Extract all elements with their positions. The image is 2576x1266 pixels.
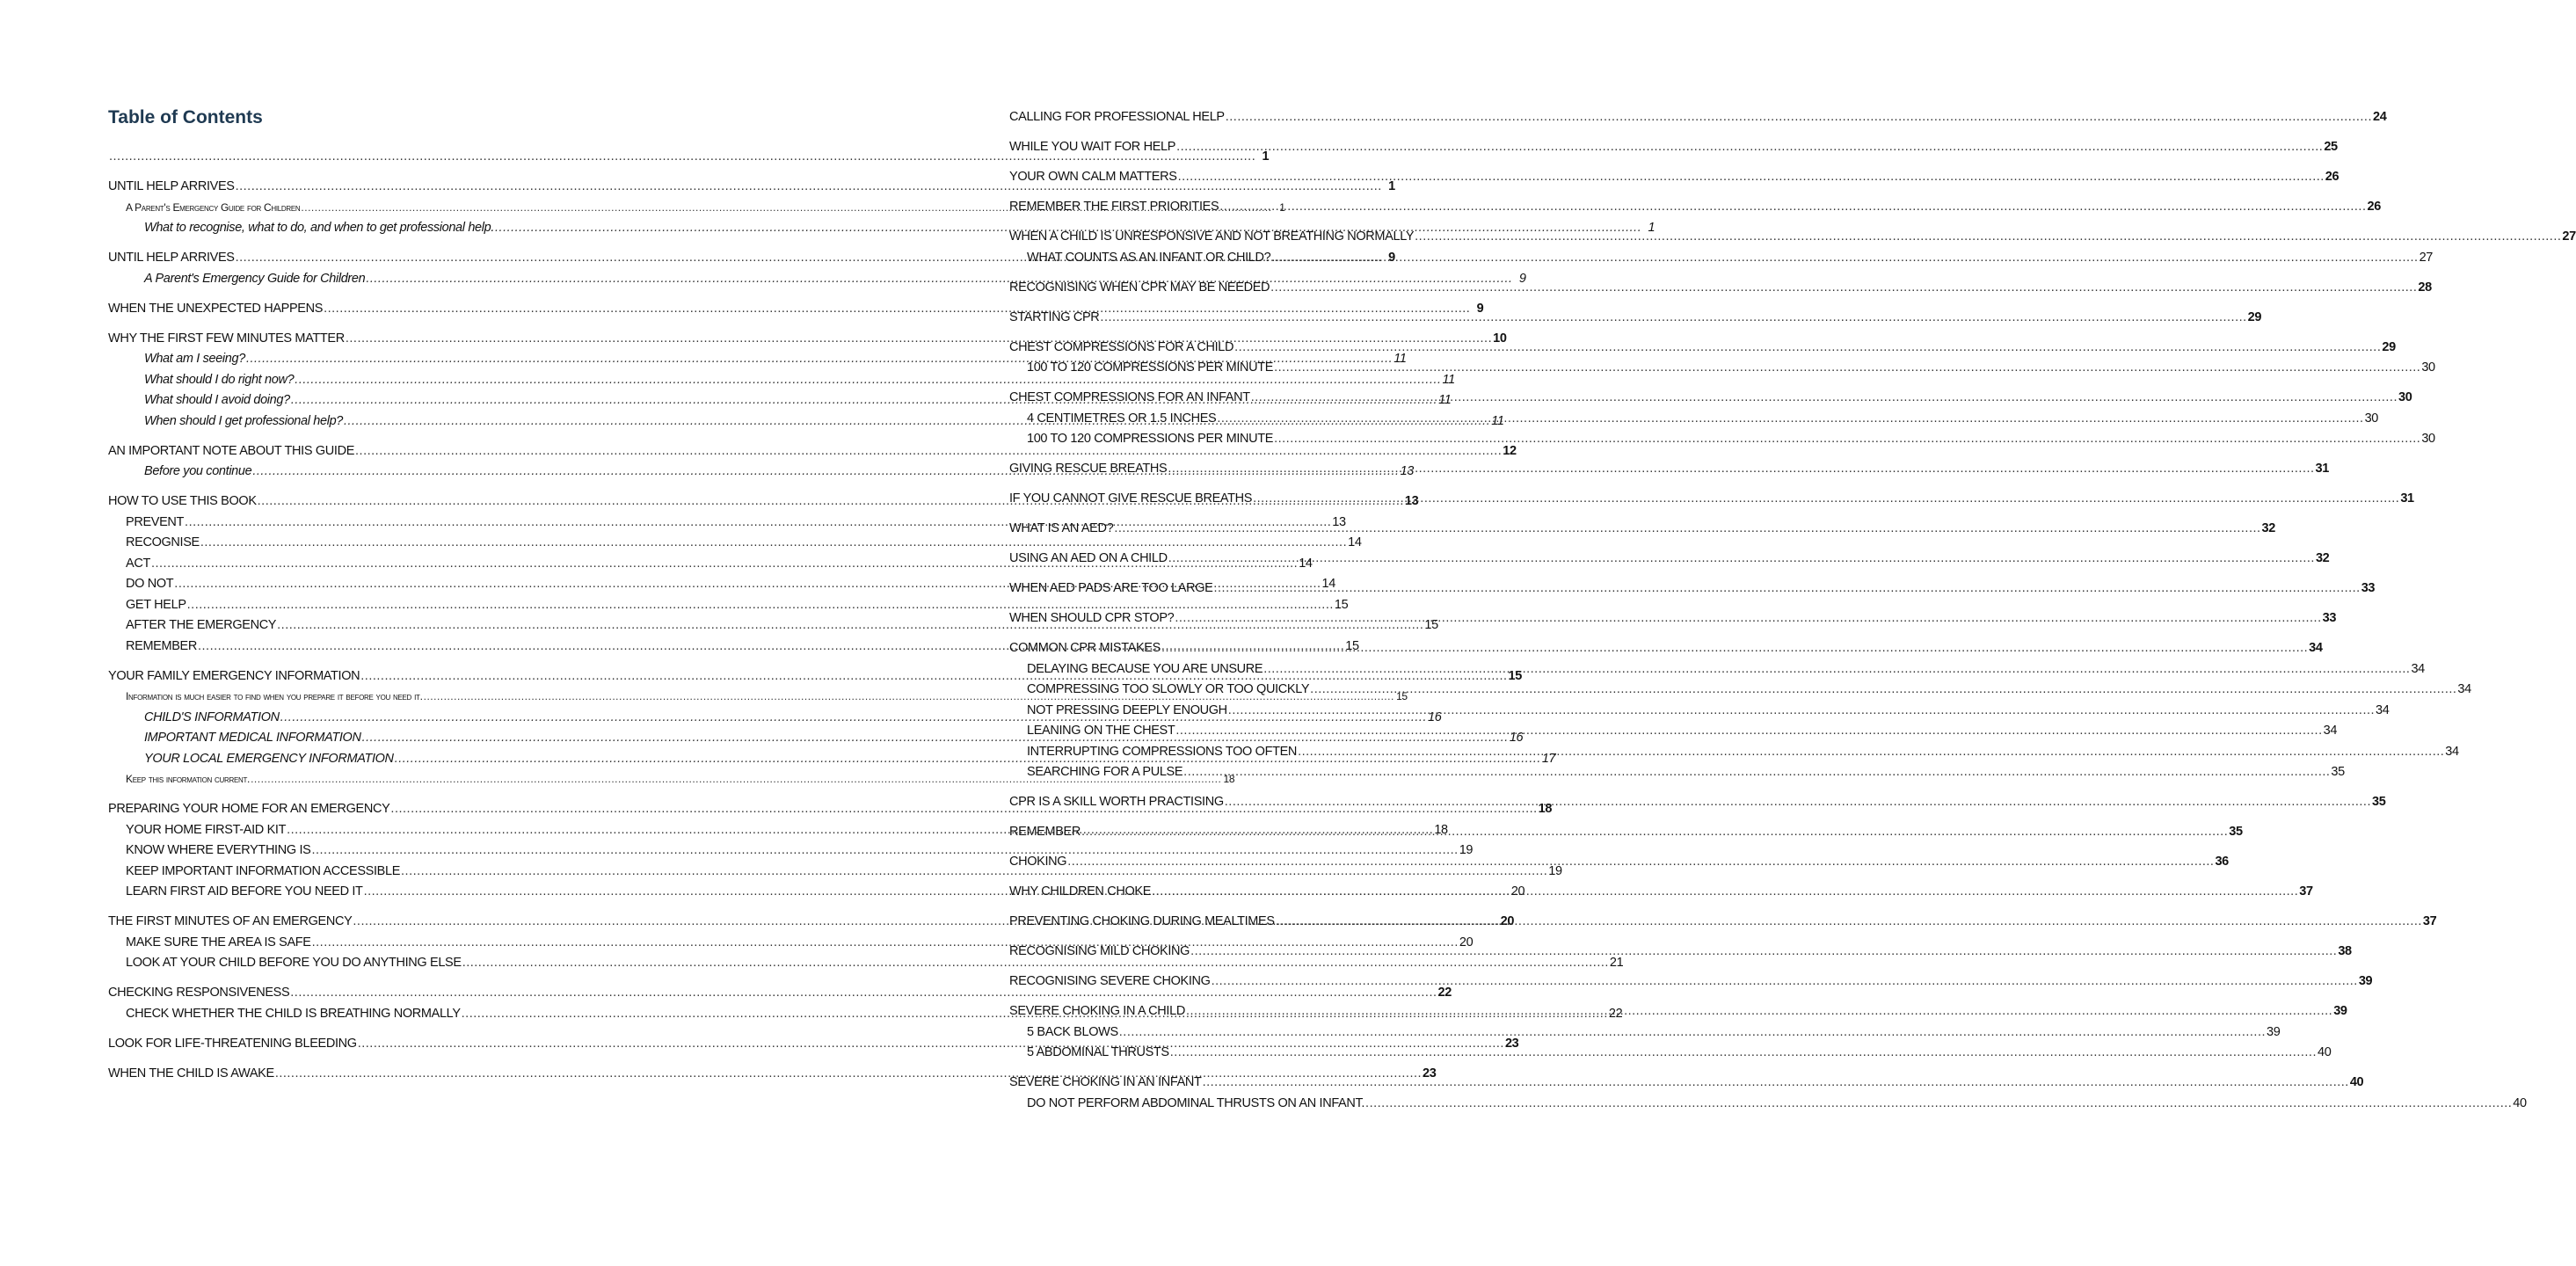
toc-entry-label: Before you continue xyxy=(144,464,252,478)
toc-page-number: 26 xyxy=(2325,170,2340,184)
toc-page-number: 21 xyxy=(1609,956,1624,970)
toc-entry-label: CALLING FOR PROFESSIONAL HELP xyxy=(1009,110,1225,124)
toc-page-number: 20 xyxy=(1510,884,1525,899)
toc-entry-label: COMPRESSING TOO SLOWLY OR TOO QUICKLY xyxy=(1027,682,1310,696)
toc-page-number: 1 xyxy=(1648,221,1655,235)
toc-page-number: 38 xyxy=(2338,944,2352,958)
toc-page-number: 11 xyxy=(1394,352,1407,366)
toc-page-number: 9 xyxy=(1388,251,1395,265)
toc-page-number: 15 xyxy=(1345,638,1359,653)
toc-page-number: 19 xyxy=(1548,863,1562,878)
toc-page-number: 13 xyxy=(1404,494,1419,508)
toc-entry-label: USING AN AED ON A CHILD xyxy=(1009,551,1168,565)
toc-leader-dots xyxy=(1152,882,2298,903)
toc-entry-label: CHEST COMPRESSIONS FOR AN INFANT xyxy=(1009,390,1250,404)
toc-entry-label: RECOGNISING WHEN CPR MAY BE NEEDED xyxy=(1009,280,1270,295)
toc-entry[interactable] xyxy=(108,953,1624,974)
toc-leader-dots xyxy=(1415,227,2561,248)
toc-leader-dots xyxy=(1228,701,2375,722)
toc-leader-dots xyxy=(1219,197,2366,218)
toc-entry[interactable] xyxy=(1009,1001,2347,1022)
toc-entry-label: SEARCHING FOR A PULSE xyxy=(1027,765,1183,779)
toc-page-number: 32 xyxy=(2315,551,2330,565)
toc-page-number: 22 xyxy=(1437,986,1452,1000)
toc-entry-label: When should I get professional help? xyxy=(144,413,343,428)
toc-leader-dots xyxy=(1176,137,2323,158)
toc-leader-dots xyxy=(1225,792,2371,813)
toc-page-number: 18 xyxy=(1434,822,1448,837)
toc-entry-label: ACT xyxy=(126,556,150,571)
toc-entry-label: YOUR LOCAL EMERGENCY INFORMATION xyxy=(144,751,394,766)
toc-entry[interactable] xyxy=(1009,1094,2527,1115)
toc-page-number: 19 xyxy=(1459,843,1474,857)
toc-entry[interactable] xyxy=(1009,1073,2364,1094)
toc-entry[interactable] xyxy=(108,370,1455,391)
toc-leader-dots xyxy=(1190,942,2337,963)
toc-page-number: 15 xyxy=(1396,690,1408,702)
toc-entry-label: GET HELP xyxy=(126,597,186,612)
toc-page-number: 1 xyxy=(1262,149,1270,164)
toc-entry-label: IF YOU CANNOT GIVE RESCUE BREATHS xyxy=(1009,491,1253,506)
toc-page-number: 15 xyxy=(1424,618,1438,632)
toc-entry-label: 5 ABDOMINAL THRUSTS xyxy=(1027,1045,1169,1059)
toc-page-number: 34 xyxy=(2376,702,2390,717)
toc-leader-dots xyxy=(1067,852,2214,873)
toc-page-number: 29 xyxy=(2382,339,2396,354)
toc-entry[interactable] xyxy=(1009,701,2390,722)
toc-entry-label: MAKE SURE THE AREA IS SAFE xyxy=(126,935,311,950)
toc-page-number: 40 xyxy=(2317,1045,2332,1059)
toc-entry[interactable] xyxy=(108,533,1362,554)
toc-page-number: 20 xyxy=(1459,935,1474,950)
toc-entry-label: PREVENT xyxy=(126,514,185,529)
toc-entry-label: SEVERE CHOKING IN A CHILD xyxy=(1009,1004,1185,1018)
toc-entry[interactable] xyxy=(1009,792,2386,813)
toc-page-number: 1 xyxy=(1279,200,1285,214)
toc-entry[interactable] xyxy=(108,983,1452,1004)
toc-page-number: 33 xyxy=(2322,611,2337,625)
toc-page-number: 15 xyxy=(1508,668,1522,683)
toc-entry-label: LEARN FIRST AID BEFORE YOU NEED IT xyxy=(126,884,363,899)
toc-leader-dots xyxy=(1100,308,2246,329)
toc-entry-label: WHEN A CHILD IS UNRESPONSIVE AND NOT BREATHING NORMALLY xyxy=(1009,229,1415,244)
toc-entry[interactable] xyxy=(1009,338,2396,359)
toc-leader-dots xyxy=(1213,578,2360,600)
toc-page-number: 26 xyxy=(2367,200,2381,214)
toc-list-right xyxy=(1009,107,2576,1114)
toc-entry-label: INTERRUPTING COMPRESSIONS TOO OFTEN xyxy=(1027,744,1298,759)
toc-page-number: 40 xyxy=(2513,1095,2527,1110)
toc-entry[interactable] xyxy=(1009,742,2459,763)
toc-entry-label: YOUR HOME FIRST-AID KIT xyxy=(126,822,287,837)
toc-page-number: 27 xyxy=(2419,250,2434,265)
toc-entry-label: STARTING CPR xyxy=(1009,309,1100,324)
toc-leader-dots xyxy=(1175,608,2321,629)
toc-leader-dots xyxy=(1217,409,2363,430)
toc-entry[interactable] xyxy=(1009,721,2338,742)
toc-leader-dots xyxy=(1234,338,2381,359)
toc-page-number: 24 xyxy=(2372,110,2387,124)
toc-entry-label: AN IMPORTANT NOTE ABOUT THIS GUIDE xyxy=(108,443,355,458)
toc-leader-dots xyxy=(1274,429,2420,450)
toc-leader-dots xyxy=(1203,1073,2349,1094)
toc-entry-label: DO NOT PERFORM ABDOMINAL THRUSTS ON AN INFANT. xyxy=(1027,1095,1365,1110)
toc-leader-dots xyxy=(1270,278,2417,299)
toc-entry-label: CHECKING RESPONSIVENESS xyxy=(108,986,290,1000)
toc-entry-label: CHECK WHETHER THE CHILD IS BREATHING NORMALLY xyxy=(126,1006,461,1021)
toc-entry-label: CHILD'S INFORMATION xyxy=(144,709,280,724)
toc-page-number: 15 xyxy=(1334,597,1349,612)
toc-entry[interactable] xyxy=(1009,762,2345,783)
toc-entry-label: A Parent's Emergency Guide for Children xyxy=(126,200,301,214)
toc-entry-label: WHILE YOU WAIT FOR HELP xyxy=(1009,140,1176,154)
toc-page-number: 11 xyxy=(1442,372,1455,387)
toc-title: Table of Contents xyxy=(108,107,263,127)
toc-page-number: 32 xyxy=(2261,521,2275,535)
toc-page-number: 12 xyxy=(1503,443,1517,458)
toc-entry-label: RECOGNISING SEVERE CHOKING xyxy=(1009,974,1211,988)
toc-leader-dots xyxy=(1119,1022,2266,1044)
toc-entry-label: CPR IS A SKILL WORTH PRACTISING xyxy=(1009,795,1224,809)
toc-entry-label: What should I avoid doing? xyxy=(144,393,290,407)
toc-leader-dots xyxy=(1081,822,2228,843)
toc-leader-dots xyxy=(1274,358,2420,379)
toc-entry[interactable] xyxy=(1009,638,2323,659)
toc-leader-dots xyxy=(1298,742,2444,763)
toc-entry-label: Keep this information current. xyxy=(126,773,251,785)
toc-page-number: 11 xyxy=(1438,393,1452,407)
toc-page-number: 34 xyxy=(2445,744,2459,759)
toc-page-number: 40 xyxy=(2349,1075,2364,1089)
toc-entry[interactable] xyxy=(108,595,1349,616)
toc-entry[interactable] xyxy=(1009,278,2432,299)
toc-entry-label: WHAT COUNTS AS AN INFANT OR CHILD? xyxy=(1027,250,1271,265)
toc-entry-label: RECOGNISING MILD CHOKING xyxy=(1009,944,1190,958)
toc-page-number: 18 xyxy=(1223,773,1235,785)
toc-entry-label: UNTIL HELP ARRIVES xyxy=(108,179,235,193)
toc-page-number: 14 xyxy=(1299,556,1313,571)
toc-page-number: 9 xyxy=(1518,271,1526,286)
toc-page-number: 14 xyxy=(1348,535,1362,549)
toc-page-number: 23 xyxy=(1504,1036,1519,1051)
toc-leader-dots xyxy=(1170,1043,2317,1064)
toc-page-number: 25 xyxy=(2324,140,2338,154)
toc-entry-label: LOOK FOR LIFE-THREATENING BLEEDING xyxy=(108,1036,357,1051)
toc-entry-label: WHAT IS AN AED? xyxy=(1009,521,1114,535)
toc-leader-dots xyxy=(1161,638,2308,659)
toc-entry-label: What should I do right now? xyxy=(144,372,295,387)
toc-page-number: 27 xyxy=(2562,229,2576,244)
toc-entry-label: WHY CHILDREN CHOKE xyxy=(1009,884,1152,899)
toc-entry-label: IMPORTANT MEDICAL INFORMATION xyxy=(144,731,361,745)
toc-page-number: 10 xyxy=(1493,331,1507,346)
toc-entry-label: THE FIRST MINUTES OF AN EMERGENCY xyxy=(108,914,353,928)
toc-page-number: 34 xyxy=(2323,724,2338,738)
toc-entry[interactable] xyxy=(1009,308,2262,329)
toc-page-number: 33 xyxy=(2361,581,2376,595)
toc-entry-label: PREPARING YOUR HOME FOR AN EMERGENCY xyxy=(108,802,390,816)
toc-entry[interactable] xyxy=(1009,519,2275,540)
toc-entry-label: KEEP IMPORTANT INFORMATION ACCESSIBLE xyxy=(126,863,401,878)
toc-entry-label: Information is much easier to find when you prepare it before you need it. xyxy=(126,690,423,702)
toc-page-number: 30 xyxy=(2421,360,2435,375)
toc-leader-dots xyxy=(1226,107,2372,128)
toc-leader-dots xyxy=(1365,1094,2512,1115)
toc-entry[interactable] xyxy=(1009,197,2381,218)
toc-entry-label: YOUR FAMILY EMERGENCY INFORMATION xyxy=(108,668,360,683)
toc-entry-label: WHEN AED PADS ARE TOO LARGE xyxy=(1009,581,1213,595)
toc-page-number: 23 xyxy=(1423,1066,1437,1080)
toc-entry-label: What to recognise, what to do, and when to get professional help. xyxy=(144,221,495,235)
toc-entry-label: NOT PRESSING DEEPLY ENOUGH xyxy=(1027,702,1227,717)
toc-page-number: 30 xyxy=(2364,411,2379,426)
toc-page-number: 11 xyxy=(1491,413,1504,428)
toc-entry[interactable] xyxy=(1009,489,2414,510)
toc-entry-label: LOOK AT YOUR CHILD BEFORE YOU DO ANYTHING ELSE xyxy=(126,956,462,970)
toc-entry-label: CHEST COMPRESSIONS FOR A CHILD xyxy=(1009,339,1234,354)
toc-leader-dots xyxy=(1251,388,2398,409)
toc-entry-label: GIVING RESCUE BREATHS xyxy=(1009,462,1168,476)
toc-page-number: 13 xyxy=(1332,514,1346,529)
toc-entry[interactable] xyxy=(1009,942,2352,963)
toc-entry-label: KNOW WHERE EVERYTHING IS xyxy=(126,843,311,857)
toc-entry-label: WHEN SHOULD CPR STOP? xyxy=(1009,611,1175,625)
toc-page-number: 35 xyxy=(2331,765,2345,779)
toc-entry[interactable] xyxy=(1009,409,2379,430)
toc-entry-label: CHOKING xyxy=(1009,855,1067,869)
toc-page-number: 17 xyxy=(1541,751,1556,766)
toc-entry[interactable] xyxy=(1009,1043,2332,1064)
toc-entry-label: WHEN THE CHILD IS AWAKE xyxy=(108,1066,274,1080)
toc-entry-label: DELAYING BECAUSE YOU ARE UNSURE xyxy=(1027,661,1263,676)
toc-page-number: 14 xyxy=(1321,577,1335,591)
toc-page-number: 18 xyxy=(1538,802,1553,816)
toc-page-number: 37 xyxy=(2422,914,2437,928)
toc-leader-dots xyxy=(1168,459,2314,480)
toc-entry[interactable] xyxy=(1009,388,2412,409)
toc-page-number: 28 xyxy=(2418,280,2432,295)
toc-entry[interactable] xyxy=(1009,912,2437,933)
toc-leader-dots xyxy=(1276,912,2422,933)
toc-entry-label: RECOGNISE xyxy=(126,535,200,549)
toc-page-number: 39 xyxy=(2267,1024,2281,1039)
toc-entry-label: PREVENTING CHOKING DURING MEALTIMES xyxy=(1009,914,1275,928)
toc-page-number: 35 xyxy=(2229,825,2243,839)
toc-entry[interactable] xyxy=(1009,971,2373,993)
toc-leader-dots xyxy=(1183,762,2330,783)
toc-leader-dots xyxy=(1212,971,2358,993)
toc-entry-label: AFTER THE EMERGENCY xyxy=(126,618,277,632)
toc-page-number: 35 xyxy=(2372,795,2386,809)
toc-entry[interactable] xyxy=(1009,549,2330,570)
toc-leader-dots xyxy=(1178,167,2325,188)
toc-leader-dots xyxy=(1168,549,2315,570)
toc-entry[interactable] xyxy=(1009,167,2340,188)
toc-leader-dots xyxy=(1253,489,2399,510)
toc-entry[interactable] xyxy=(1009,852,2229,873)
toc-entry-label: SEVERE CHOKING IN AN INFANT xyxy=(1009,1075,1202,1089)
toc-entry[interactable] xyxy=(1009,358,2435,379)
toc-entry-label: What am I seeing? xyxy=(144,352,245,366)
toc-page-number: 34 xyxy=(2411,661,2425,676)
toc-entry[interactable] xyxy=(1009,608,2337,629)
toc-entry-label: REMEMBER xyxy=(1009,825,1081,839)
toc-page-number: 34 xyxy=(2309,641,2323,655)
toc-entry-label: 100 TO 120 COMPRESSIONS PER MINUTE xyxy=(1027,360,1274,375)
toc-page-number: 29 xyxy=(2247,309,2262,324)
toc-entry[interactable] xyxy=(1009,248,2434,269)
toc-page-number: 39 xyxy=(2358,974,2373,988)
toc-entry[interactable] xyxy=(108,441,1517,462)
toc-leader-dots xyxy=(1114,519,2260,540)
toc-page-number: 22 xyxy=(1608,1006,1623,1021)
toc-entry[interactable] xyxy=(1009,680,2471,701)
toc-entry[interactable] xyxy=(1009,137,2338,158)
toc-entry-label: 100 TO 120 COMPRESSIONS PER MINUTE xyxy=(1027,432,1274,446)
toc-page-number: 31 xyxy=(2400,491,2414,506)
toc-page-number: 9 xyxy=(1476,301,1484,316)
toc-page-number: 16 xyxy=(1427,709,1442,724)
toc-entry-label: DO NOT xyxy=(126,577,174,591)
toc-entry-label: 5 BACK BLOWS xyxy=(1027,1024,1118,1039)
toc-entry-label: HOW TO USE THIS BOOK xyxy=(108,494,257,508)
toc-page-number: 30 xyxy=(2421,432,2435,446)
toc-entry-label: COMMON CPR MISTAKES xyxy=(1009,641,1161,655)
toc-page-number: 30 xyxy=(2398,390,2412,404)
toc-page-number: 39 xyxy=(2333,1004,2347,1018)
toc-entry-label: A Parent's Emergency Guide for Children xyxy=(144,271,366,286)
toc-entry-label: WHY THE FIRST FEW MINUTES MATTER xyxy=(108,331,345,346)
toc-entry[interactable] xyxy=(1009,429,2435,450)
toc-leader-dots xyxy=(1271,248,2418,269)
toc-entry[interactable] xyxy=(1009,578,2376,600)
toc-entry-label: UNTIL HELP ARRIVES xyxy=(108,251,235,265)
toc-page-number: 20 xyxy=(1500,914,1515,928)
toc-entry-label: LEANING ON THE CHEST xyxy=(1027,724,1175,738)
toc-leader-dots xyxy=(1310,680,2456,701)
toc-page-number: 16 xyxy=(1509,731,1524,745)
toc-entry[interactable] xyxy=(1009,882,2313,903)
toc-page-number: 1 xyxy=(1388,179,1395,193)
toc-leader-dots xyxy=(1263,659,2410,680)
toc-leader-dots xyxy=(1175,721,2322,742)
toc-entry[interactable] xyxy=(1009,459,2329,480)
toc-entry-label: REMEMBER xyxy=(126,638,197,653)
toc-page-number: 31 xyxy=(2315,462,2329,476)
toc-page-number: 37 xyxy=(2299,884,2313,899)
toc-entry[interactable] xyxy=(1009,107,2387,128)
toc-entry-label: REMEMBER THE FIRST PRIORITIES xyxy=(1009,200,1219,214)
right-page xyxy=(897,0,2576,1266)
toc-entry-label: YOUR OWN CALM MATTERS xyxy=(1009,170,1177,184)
toc-entry[interactable] xyxy=(1009,659,2425,680)
toc-entry[interactable] xyxy=(1009,1022,2281,1044)
toc-entry[interactable] xyxy=(1009,822,2243,843)
toc-entry-label: WHEN THE UNEXPECTED HAPPENS xyxy=(108,301,324,316)
toc-page-number: 13 xyxy=(1400,464,1414,478)
toc-leader-dots xyxy=(1186,1001,2332,1022)
toc-page-number: 36 xyxy=(2215,855,2229,869)
toc-page-number: 34 xyxy=(2457,682,2471,696)
toc-entry-label: 4 CENTIMETRES OR 1.5 INCHES xyxy=(1027,411,1217,426)
toc-entry[interactable] xyxy=(1009,227,2576,248)
